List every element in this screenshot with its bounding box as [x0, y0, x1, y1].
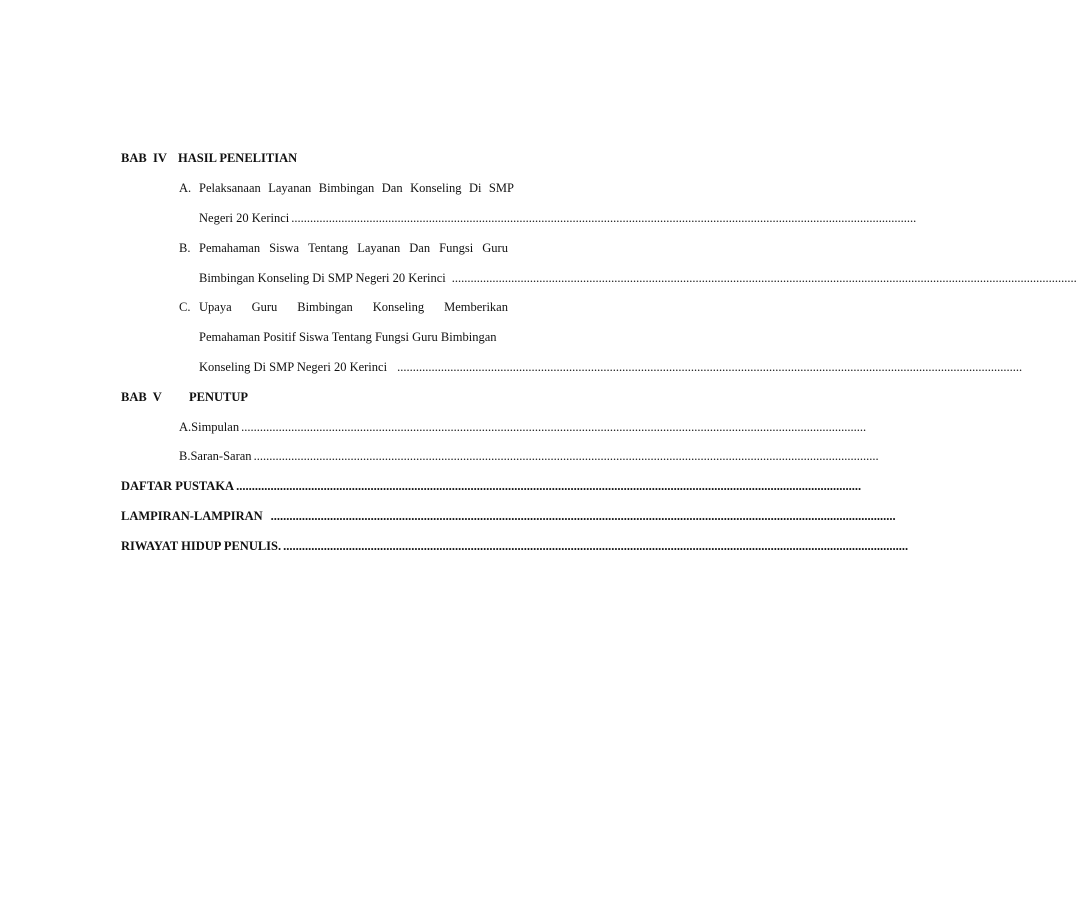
toc-daftar-pustaka — [121, 478, 862, 494]
dot-leader: ........................................................................................................................................................................................................ — [270, 509, 896, 523]
word: Bimbingan — [297, 300, 353, 314]
dot-leader: ........................................................................................................................................................................................................ — [291, 211, 917, 225]
bab4-label: BAB IV — [121, 151, 167, 165]
bab4-title: HASIL PENELITIAN — [178, 151, 298, 165]
toc-lampiran — [121, 508, 896, 524]
toc-item-4a — [179, 180, 514, 196]
toc-item-line1 — [199, 299, 508, 315]
word: Dan — [409, 241, 431, 255]
word: SMP — [488, 181, 514, 195]
toc-item-4b — [179, 240, 508, 256]
word: Pemahaman — [199, 241, 261, 255]
toc-daftar-pustaka-label: DAFTAR PUSTAKA — [121, 479, 235, 493]
toc-item-text: Simpulan — [191, 420, 240, 434]
toc-item-4a-cont — [199, 210, 917, 226]
word: Tentang — [308, 241, 349, 255]
word: Layanan — [357, 241, 401, 255]
word: Upaya — [199, 300, 232, 314]
toc-item-letter: B. — [179, 449, 191, 463]
word: Siswa — [269, 241, 300, 255]
toc-lampiran-label: LAMPIRAN-LAMPIRAN — [121, 509, 263, 523]
dot-leader: ........................................................................................................................................................................................................ — [451, 271, 1077, 285]
toc-item-letter: A. — [179, 181, 192, 195]
toc-item-4c-cont2 — [199, 359, 1023, 375]
dot-leader: ........................................................................................................................................................................................................ — [397, 360, 1023, 374]
toc-item-4c — [179, 299, 508, 315]
toc-item-text: Saran-Saran — [190, 449, 252, 463]
word: Guru — [482, 241, 508, 255]
dot-leader: ........................................................................................................................................................................................................ — [283, 539, 909, 553]
bab5-heading — [121, 389, 248, 405]
toc-item-letter: B. — [179, 241, 191, 255]
word: Layanan — [268, 181, 312, 195]
toc-item-line2: Negeri 20 Kerinci — [199, 211, 290, 225]
dot-leader: ........................................................................................................................................................................................................ — [253, 449, 879, 463]
toc-item-letter: C. — [179, 300, 191, 314]
toc-item-5b — [179, 448, 879, 464]
word: Di — [468, 181, 482, 195]
word: Konseling — [410, 181, 462, 195]
word: Memberikan — [444, 300, 508, 314]
toc-item-4b-cont — [199, 270, 1077, 286]
toc-item-line1 — [199, 180, 514, 196]
toc-item-line2: Bimbingan Konseling Di SMP Negeri 20 Kerinci — [199, 271, 446, 285]
word: Dan — [381, 181, 403, 195]
word: Bimbingan — [318, 181, 375, 195]
word: Konseling — [372, 300, 425, 314]
toc-item-line3: Konseling Di SMP Negeri 20 Kerinci — [199, 360, 388, 374]
toc-item-line1 — [199, 240, 508, 256]
dot-leader: ........................................................................................................................................................................................................ — [236, 479, 862, 493]
toc-item-4c-cont — [199, 329, 497, 345]
word: Fungsi — [439, 241, 474, 255]
bab4-heading — [121, 150, 297, 166]
dot-leader: ........................................................................................................................................................................................................ — [241, 420, 867, 434]
toc-riwayat — [121, 538, 909, 554]
toc-riwayat-label: RIWAYAT HIDUP PENULIS. — [121, 539, 282, 553]
word: Pelaksanaan — [199, 181, 261, 195]
bab5-label: BAB V — [121, 390, 162, 404]
toc-item-5a — [179, 419, 867, 435]
toc-item-line2: Pemahaman Positif Siswa Tentang Fungsi Guru Bimbingan — [199, 330, 497, 344]
toc-item-letter: A. — [179, 420, 192, 434]
word: Guru — [251, 300, 278, 314]
bab5-title: PENUTUP — [189, 390, 249, 404]
